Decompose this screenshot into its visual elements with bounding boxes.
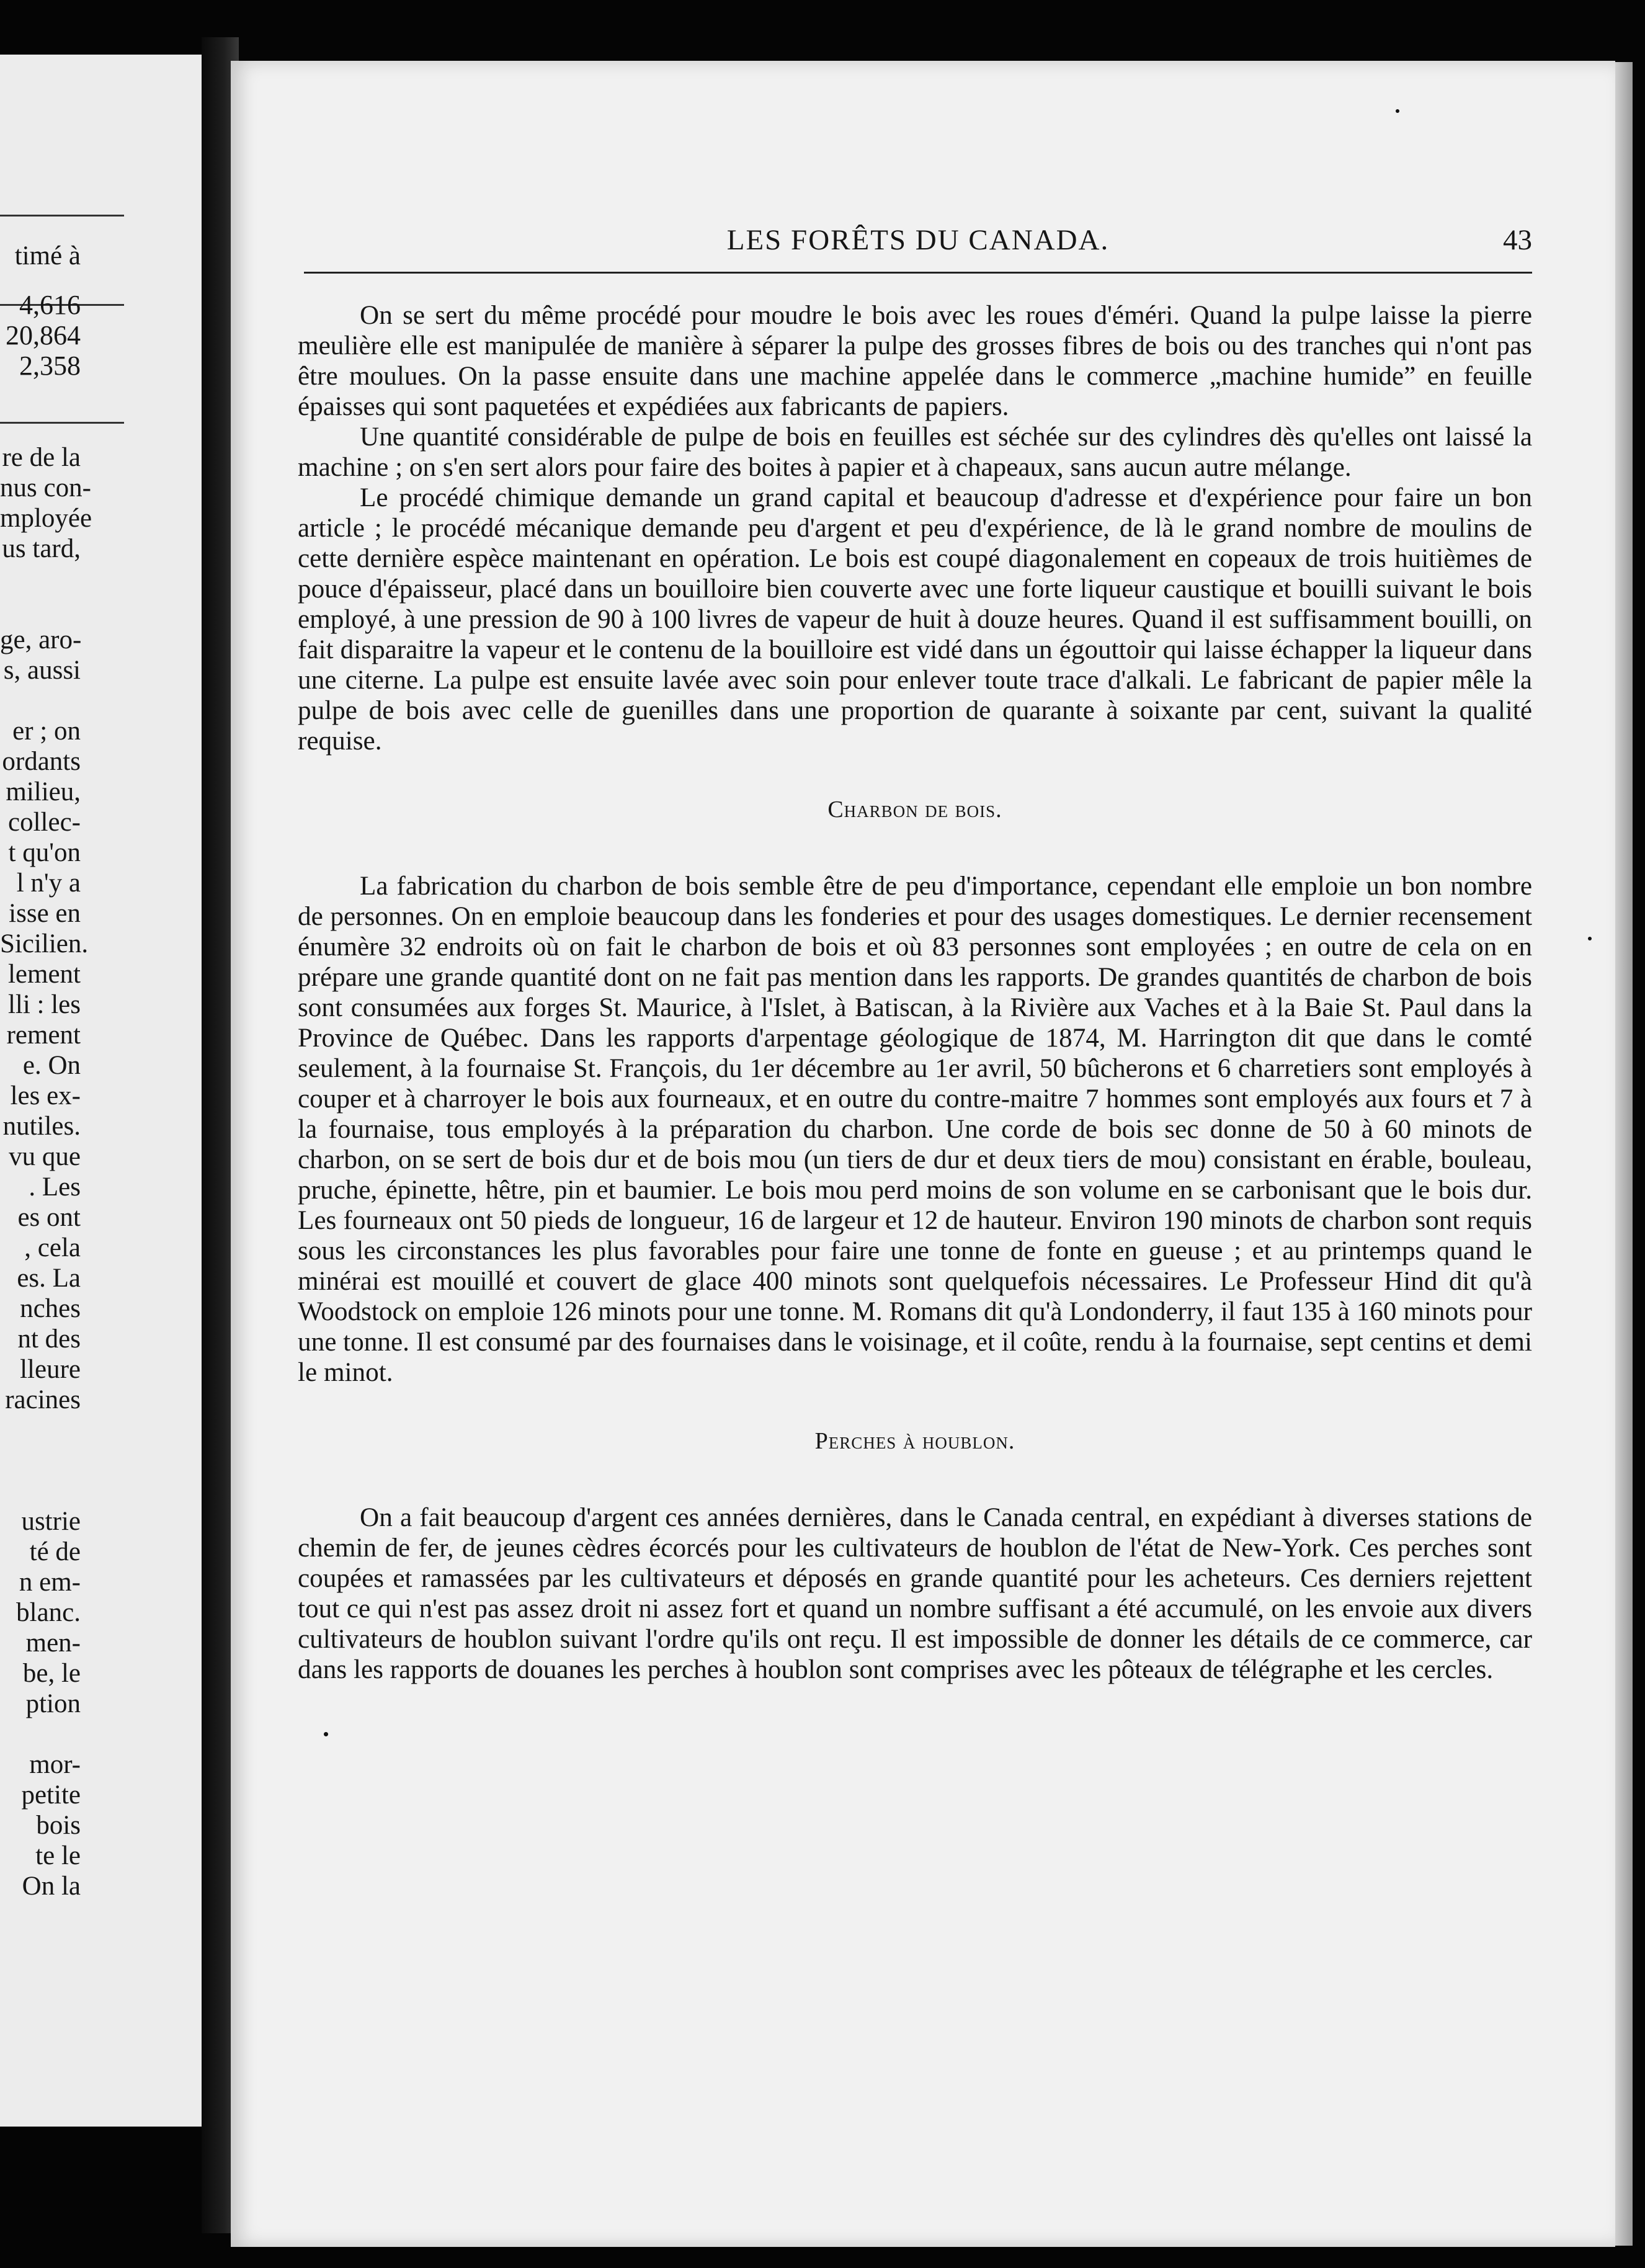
facing-page-line: vu que [9,1142,81,1171]
facing-page-line: , cela [24,1233,81,1262]
facing-page-line: 4,616 [19,290,81,320]
facing-page-line: les ex- [10,1081,81,1110]
section-heading-charbon: Charbon de bois. [827,797,1002,823]
facing-page-line: us tard, [2,534,81,563]
facing-page-line: ge, aro- [0,625,82,654]
section-spacer [298,756,1532,795]
facing-page-line: nus con- [0,473,91,502]
facing-page-line: milieu, [6,777,81,806]
facing-page-line: e. On [22,1051,81,1080]
facing-page-line: racines [5,1385,81,1414]
paragraph-charcoal: La fabrication du charbon de bois semble être de peu d'importance, cependant elle emploie un bon nombre de personnes. On en emploie beaucoup dans les fonderies et pour des usages domestiques. Le dernier recensement énumère 32 endroits où on fait le charbon de bois et où 83 personnes sont employées ; en outre de cela on en prépare une grande quantité dont on ne fait pas mention dans les rapports. De grandes quantités de charbon de bois sont consumées aux forges St. Maurice, à l'Islet, à Batiscan, à la Rivière aux Vaches et à la Baie St. Paul dans la Province de Québec. Dans les rapports d'arpentage géologique de 1874, M. Harrington dit que dans le comté seulement, à la fournaise St. François, du 1er décembre au 1er avril, 50 bûcherons et 6 charretiers sont employés à couper et à charroyer le bois aux fourneaux, et en outre du contre-maitre 7 hommes sont employés aux fours et 7 à la fournaise, tous employés à la préparation du charbon. Une corde de bois sec donne de 50 à 60 minots de charbon, on se sert de bois dur et de bois mou (un tiers de dur et deux tiers de mou) consistant en érable, bouleau, pruche, épinette, hêtre, pin et baumier. Le bois mou perd moins de son volume en se carbonisant que le bois dur. Les fourneaux ont 50 pieds de longueur, 16 de largeur et 12 de hauteur. Environ 190 minots de charbon sont requis sous les circonstances les plus favorables pour faire une tonne de fonte en gueuse ; et au printemps quand le minérai est mouillé et couvert de glace 400 minots sont quelquefois nécessaires. Le Professeur Hind dit qu'à Woodstock on emploie 126 minots pour une tonne. M. Romans dit qu'à Londonderry, il faut 135 à 160 minots pour une tonne. Il est consumé par des fournaises dans le voisinage, et il coûte, rendu à la fournaise, sept centins et demi le minot. [298,872,1532,1387]
facing-page-line: 20,864 [6,320,81,350]
facing-page-line: rement [6,1020,81,1050]
facing-page-line: n em- [19,1568,81,1597]
facing-page-line: 2,358 [19,350,81,381]
facing-page-line: nutiles. [2,1112,81,1141]
facing-page-line: te le [35,1841,81,1870]
facing-page-line: ordants [2,747,81,776]
facing-page-line: bois [36,1811,81,1840]
facing-page-line: blanc. [16,1598,81,1627]
page-header-title: LES FORÊTS DU CANADA. [726,224,1110,256]
facing-page-line: ustrie [21,1507,81,1536]
page-edge [1615,62,1633,2246]
facing-page-line: petite [21,1780,81,1810]
paragraph-hop-poles: On a fait beaucoup d'argent ces années dernières, dans le Canada central, en expédiant à diverses stations de chemin de fer, de jeunes cèdres écorcés pour les cultivateurs de houblon de l'état de New-York. Ces perches sont coupées et ramassées par les cultivateurs et déposés en grande quantité pour les acheteurs. Ces derniers rejettent tout ce qui n'est pas assez droit ni assez fort et quand un nombre suffisant a été accumulé, on les envoie aux divers cultivateurs de houblon suivant l'ordre qu'ils ont reçu. Il est impossible de donner les détails de ce commerce, car dans les rapports de douanes les perches à houblon sont comprises avec les pôteaux de télégraphe et les cercles. [298,1503,1532,1684]
facing-page-line: Sicilien. [0,929,89,958]
facing-page-line: be, le [22,1659,81,1688]
facing-page-line: mployée [0,504,92,533]
section-heading-perches: Perches à houblon. [814,1428,1015,1454]
facing-page-line: l n'y a [16,868,81,898]
facing-page-line: men- [25,1628,81,1658]
paragraph-pulp-grinding: On se sert du même procédé pour moudre le bois avec les roues d'éméri. Quand la pulpe laisse la pierre meulière elle est manipulée de manière à séparer la pulpe des grosses fibres de bois ou des tranches qui n'ont pas être moulues. On la passe ensuite dans une machine appelée dans le commerce „machine humide” en feuille épaisses qui sont paquetées et expédiées aux fabricants de papiers. [298,301,1532,421]
facing-page-line: collec- [8,808,81,837]
section-spacer [298,825,1532,871]
facing-page-rule [0,422,124,424]
ink-speck [1396,109,1399,113]
scanned-page [231,61,1615,2247]
facing-page-rule [0,215,124,217]
facing-page-line: timé à [14,241,81,270]
section-spacer [298,1388,1532,1426]
facing-page-line: s, aussi [3,656,81,685]
facing-page-line: t qu'on [8,838,81,867]
facing-page-line: isse en [9,899,81,928]
facing-page-line: er ; on [12,717,81,746]
running-head [304,223,1532,261]
facing-page-line: es. La [17,1264,81,1293]
facing-page-line: es ont [17,1203,81,1232]
section-spacer [298,1457,1532,1502]
ink-speck [324,1732,328,1736]
facing-page-line: lleure [20,1355,81,1384]
facing-page-line: . Les [29,1172,81,1202]
facing-page [0,55,205,2127]
facing-page-line: On la [22,1872,81,1901]
facing-page-line: té de [29,1537,81,1566]
ink-speck [1588,937,1592,940]
facing-page-line: re de la [2,443,81,472]
page-body [298,300,1532,1685]
facing-page-line: mor- [29,1750,81,1779]
header-rule [304,272,1532,274]
facing-page-line: ption [25,1689,81,1718]
facing-page-line: nches [20,1294,81,1323]
facing-page-line: nt des [17,1324,81,1354]
facing-page-line: lli : les [7,990,81,1019]
paragraph-chemical-process: Le procédé chimique demande un grand capital et beaucoup d'adresse et d'expérience pour faire un bon article ; le procédé mécanique demande peu d'argent et peu d'expérience, de là le grand nombre de moulins de cette dernière espèce maintenant en opération. Le bois est coupé diagonalement en copeaux de trois huitièmes de pouce d'épaisseur, placé dans un bouilloire bien couverte avec une forte liqueur caustique et bouilli suivant le bois employé, à une pression de 90 à 100 livres de vapeur de huit à douze heures. Quand il est suffisamment bouilli, on fait disparaitre la vapeur et le contenu de la bouilloire est vidé dans un égouttoir qui laisse échapper la liqueur dans une citerne. La pulpe est ensuite lavée avec soin pour enlever toute trace d'alkali. Le fabricant de papier mêle la pulpe de bois avec celle de guenilles dans une proportion de quarante à soixante par cent, suivant la qualité requise. [298,483,1532,756]
facing-page-line: lement [7,960,81,989]
paragraph-pulp-sheets: Une quantité considérable de pulpe de bois en feuilles est séchée sur des cylindres dès qu'elles ont laissé la machine ; on s'en sert alors pour faire des boites à papier et à chapeaux, sans aucun autre mélange. [298,422,1532,482]
page-number: 43 [1503,224,1532,256]
